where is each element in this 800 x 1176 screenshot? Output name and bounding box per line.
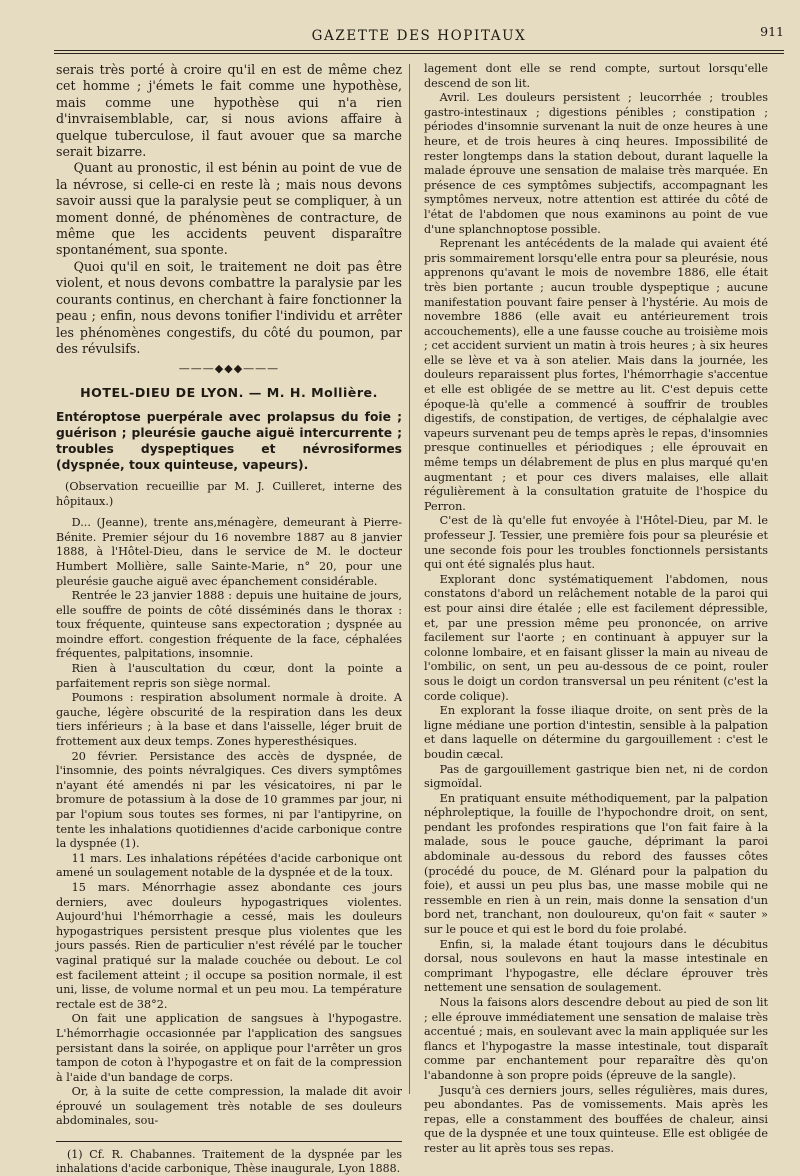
- column-divider: [409, 64, 410, 1094]
- page-header: [54, 24, 784, 46]
- case-paragraph: C'est de là qu'elle fut envoyée à l'Hôtel-Dieu, par M. le professeur J. Tessier, une première fois pour sa pleurésie et une seconde fois pour les troubles fonctionnels persistants qui ont été signalés plus haut.: [424, 514, 768, 572]
- section-ornament: ———◆◆◆———: [178, 362, 280, 376]
- case-paragraph: On fait une application de sangsues à l'hypogastre. L'hémorrhagie occasionnée par l'application des sangsues persistant dans la soirée, on applique pour l'arrêter un gros tampon de coton à l'hypogastre et on fait de la compression à l'aide d'un bandage de corps.: [56, 1012, 402, 1084]
- footnote-rule: [56, 1141, 402, 1142]
- case-paragraph: 15 mars. Ménorrhagie assez abondante ces jours derniers, avec douleurs hypogastriques violentes. Aujourd'hui l'hémorrhagie a cessé, mais les douleurs hypogastriques persistent presque plus violentes que les jours passés. Rien de particulier n'est révélé par le toucher vaginal pratiqué sur la malade couchée ou debout. Le col est facilement atteint ; il occupe sa position normale, il est uni, lisse, de volume normal et un peu mou. La température rectale est de 38°2.: [56, 880, 402, 1011]
- intro-paragraph: Quoi qu'il en soit, le traitement ne doit pas être violent, et nous devons combattre la paralysie par les courants continus, en cherchant à faire fonctionner la peau ; enfin, nous devons tonifier l'individu et arrêter les phénomènes congestifs, du côté du poumon, par des révulsifs.: [56, 258, 402, 356]
- case-paragraph: D... (Jeanne), trente ans,ménagère, demeurant à Pierre-Bénite. Premier séjour du 16 novembre 1887 au 8 janvier 1888, à l'Hôtel-Dieu, dans le service de M. le docteur Humbert Mollière, salle Sainte-Marie, n° 20, pour une pleurésie gauche aiguë avec épanchement considérable.: [56, 516, 402, 588]
- case-paragraph: Rentrée le 23 janvier 1888 : depuis une huitaine de jours, elle souffre de points de côté disséminés dans le thorax : toux fréquente, quinteuse sans expectoration ; dyspnée au moindre effort. congestion fréquente de la face, céphalées fréquentes, palpitations, insomnie.: [56, 589, 402, 661]
- page-number: 911: [760, 24, 784, 39]
- case-paragraph: Explorant donc systématiquement l'abdomen, nous constatons d'abord un relâchement notable de la paroi qui est pour ainsi dire étalée ; elle est facilement dépressible, et, par une pression même peu prononcée, on arrive facilement sur l'aorte ; en continuant à appuyer sur la colonne lombaire, et en faisant glisser la main au niveau de l'ombilic, on sent, un peu au-dessous de ce point, rouler sous le doigt un cordon transversal un peu rénitent (c'est la corde colique).: [424, 572, 768, 703]
- case-paragraph: Avril. Les douleurs persistent ; leucorrhée ; troubles gastro-intestinaux ; digestions pénibles ; constipation ; périodes d'insomnie survenant la nuit de onze heures à une heure, et de trois heures à cinq heures. Impossibilité de rester longtemps dans la station debout, durant laquelle la malade éprouve une sensation de malaise très marquée. En présence de ces symptômes subjectifs, accompagnant les symptômes nerveux, notre attention est attirée du côté de l'état de l'abdomen que nous examinons au point de vue d'une splanchnoptose possible.: [424, 91, 768, 236]
- footnote: (1) Cf. R. Chabannes. Traitement de la dyspnée par les inhalations d'acide carbonique, Thèse inaugurale, Lyon 1888.: [56, 1148, 402, 1176]
- case-paragraph: Rien à l'auscultation du cœur, dont la pointe a parfaitement repris son siège normal.: [56, 662, 402, 690]
- section-heading: HOTEL-DIEU DE LYON. — M. H. Mollière.: [80, 385, 378, 401]
- case-paragraph: Jusqu'à ces derniers jours, selles régulières, mais dures, peu abondantes. Pas de vomissements. Mais après les repas, elle a constamment des bouffées de chaleur, ainsi que de la dyspnée et une toux quinteuse. Elle est obligée de rester au lit après tous ses repas.: [424, 1083, 768, 1155]
- journal-title: GAZETTE DES HOPITAUX: [311, 28, 527, 44]
- case-paragraph: Enfin, si, la malade étant toujours dans le décubitus dorsal, nous soulevons en haut la masse intestinale en comprimant l'hypogastre, elle déclare éprouver très nettement une sensation de soulagement.: [424, 937, 768, 995]
- case-paragraph: 11 mars. Les inhalations répétées d'acide carbonique ont amené un soulagement notable de la dyspnée et de la toux.: [56, 851, 402, 880]
- header-rule: [54, 50, 784, 54]
- case-paragraph: En explorant la fosse iliaque droite, on sent près de la ligne médiane une portion d'intestin, sensible à la palpation et dans laquelle on détermine du gargouillement : c'est le boudin cæcal.: [424, 704, 768, 761]
- intro-paragraph: Quant au pronostic, il est bénin au point de vue de la névrose, si celle-ci en reste là ; mais nous devons savoir aussi que la paralysie peut se compliquer, à un moment donné, de phénomènes de contracture, de même que les accidents peuvent disparaître spontanément, sua sponte.: [56, 160, 402, 258]
- case-paragraph: 20 février. Persistance des accès de dyspnée, de l'insomnie, des points névralgiques. Ces divers symptômes n'ayant été amendés ni par les vésicatoires, ni par le bromure de potassium à la dose de 10 grammes par jour, ni par l'opium sous toutes ses formes, ni par l'antipyrine, on tente les inhalations quotidiennes d'acide carbonique contre la dyspnée (1).: [56, 749, 402, 851]
- case-paragraph: lagement dont elle se rend compte, surtout lorsqu'elle descend de son lit.: [424, 62, 768, 90]
- case-title: Entéroptose puerpérale avec prolapsus du foie ; guérison ; pleurésie gauche aiguë intercurrente ; troubles dyspeptiques et névrosiformes (dyspnée, toux quinteuse, vapeurs).: [56, 409, 402, 472]
- case-paragraph: Nous la faisons alors descendre debout au pied de son lit ; elle éprouve immédiatement une sensation de malaise très accentué ; mais, en soulevant avec la main appliquée sur les flancs et l'hypogastre la masse intestinale, tout disparaît comme par enchantement pour reparaître dès qu'on l'abandonne à son propre poids (épreuve de la sangle).: [424, 996, 768, 1082]
- right-column: [424, 62, 768, 1157]
- observation-credit: (Observation recueillie par M. J. Cuilleret, interne des hôpitaux.): [56, 479, 402, 509]
- intro-paragraph: serais très porté à croire qu'il en est de même chez cet homme ; j'émets le fait comme une hypothèse, mais comme une hypothèse qui n'a rien d'invraisemblable, car, si nous avions affaire à quelque tuberculose, il faut avouer que sa marche serait bizarre.: [56, 62, 402, 160]
- case-paragraph: Reprenant les antécédents de la malade qui avaient été pris sommairement lorsqu'elle entra pour sa pleurésie, nous apprenons qu'avant le mois de novembre 1886, elle était très bien portante ; aucun trouble dyspeptique ; aucune manifestation pouvant faire penser à l'hystérie. Au mois de novembre 1886 (elle avait eu antérieurement trois accouchements), elle a une fausse couche au troisième mois ; cet accident survient un matin à trois heures ; à six heures elle se lève et va à son atelier. Mais dans la journée, les douleurs reparaissent plus fortes, l'hémorrhagie s'accentue et elle est obligée de se mettre au lit. C'est depuis cette époque-là qu'elle a commencé à souffrir de troubles digestifs, de constipation, de vertiges, de céphalalgie avec vapeurs survenant peu de temps après le repas, d'insomnies presque continuelles et périodiques ; elle éprouvait en même temps un délabrement de plus en plus marqué qu'en augmentant ; et pour ces divers malaises, elle allait régulièrement à la consultation gratuite de l'hospice du Perron.: [424, 237, 768, 513]
- case-paragraph: Or, à la suite de cette compression, la malade dit avoir éprouvé un soulagement très notable de ses douleurs abdominales, sou-: [56, 1085, 402, 1128]
- case-paragraph: En pratiquant ensuite méthodiquement, par la palpation néphroleptique, la fouille de l'hypochondre droit, on sent, pendant les profondes respirations que l'on fait faire à la malade, sous le pouce gauche, déprimant la paroi abdominale au-dessous du rebord des fausses côtes (procédé du pouce, de M. Glénard pour la palpation du foie), et aussi un peu plus bas, une masse mobile qui ne ressemble en rien à un rein, mais donne la sensation d'un bord net, tranchant, non douloureux, qu'on fait « sauter » sur le pouce et qui est le bord du foie prolabé.: [424, 791, 768, 937]
- left-column: [56, 62, 402, 1176]
- case-paragraph: Pas de gargouillement gastrique bien net, ni de cordon sigmoïdal.: [424, 762, 768, 791]
- case-paragraph: Poumons : respiration absolument normale à droite. A gauche, légère obscurité de la respiration dans les deux tiers inférieurs ; à la base et dans l'aisselle, léger bruit de frottement aux deux temps. Zones hyperesthésiques.: [56, 691, 402, 749]
